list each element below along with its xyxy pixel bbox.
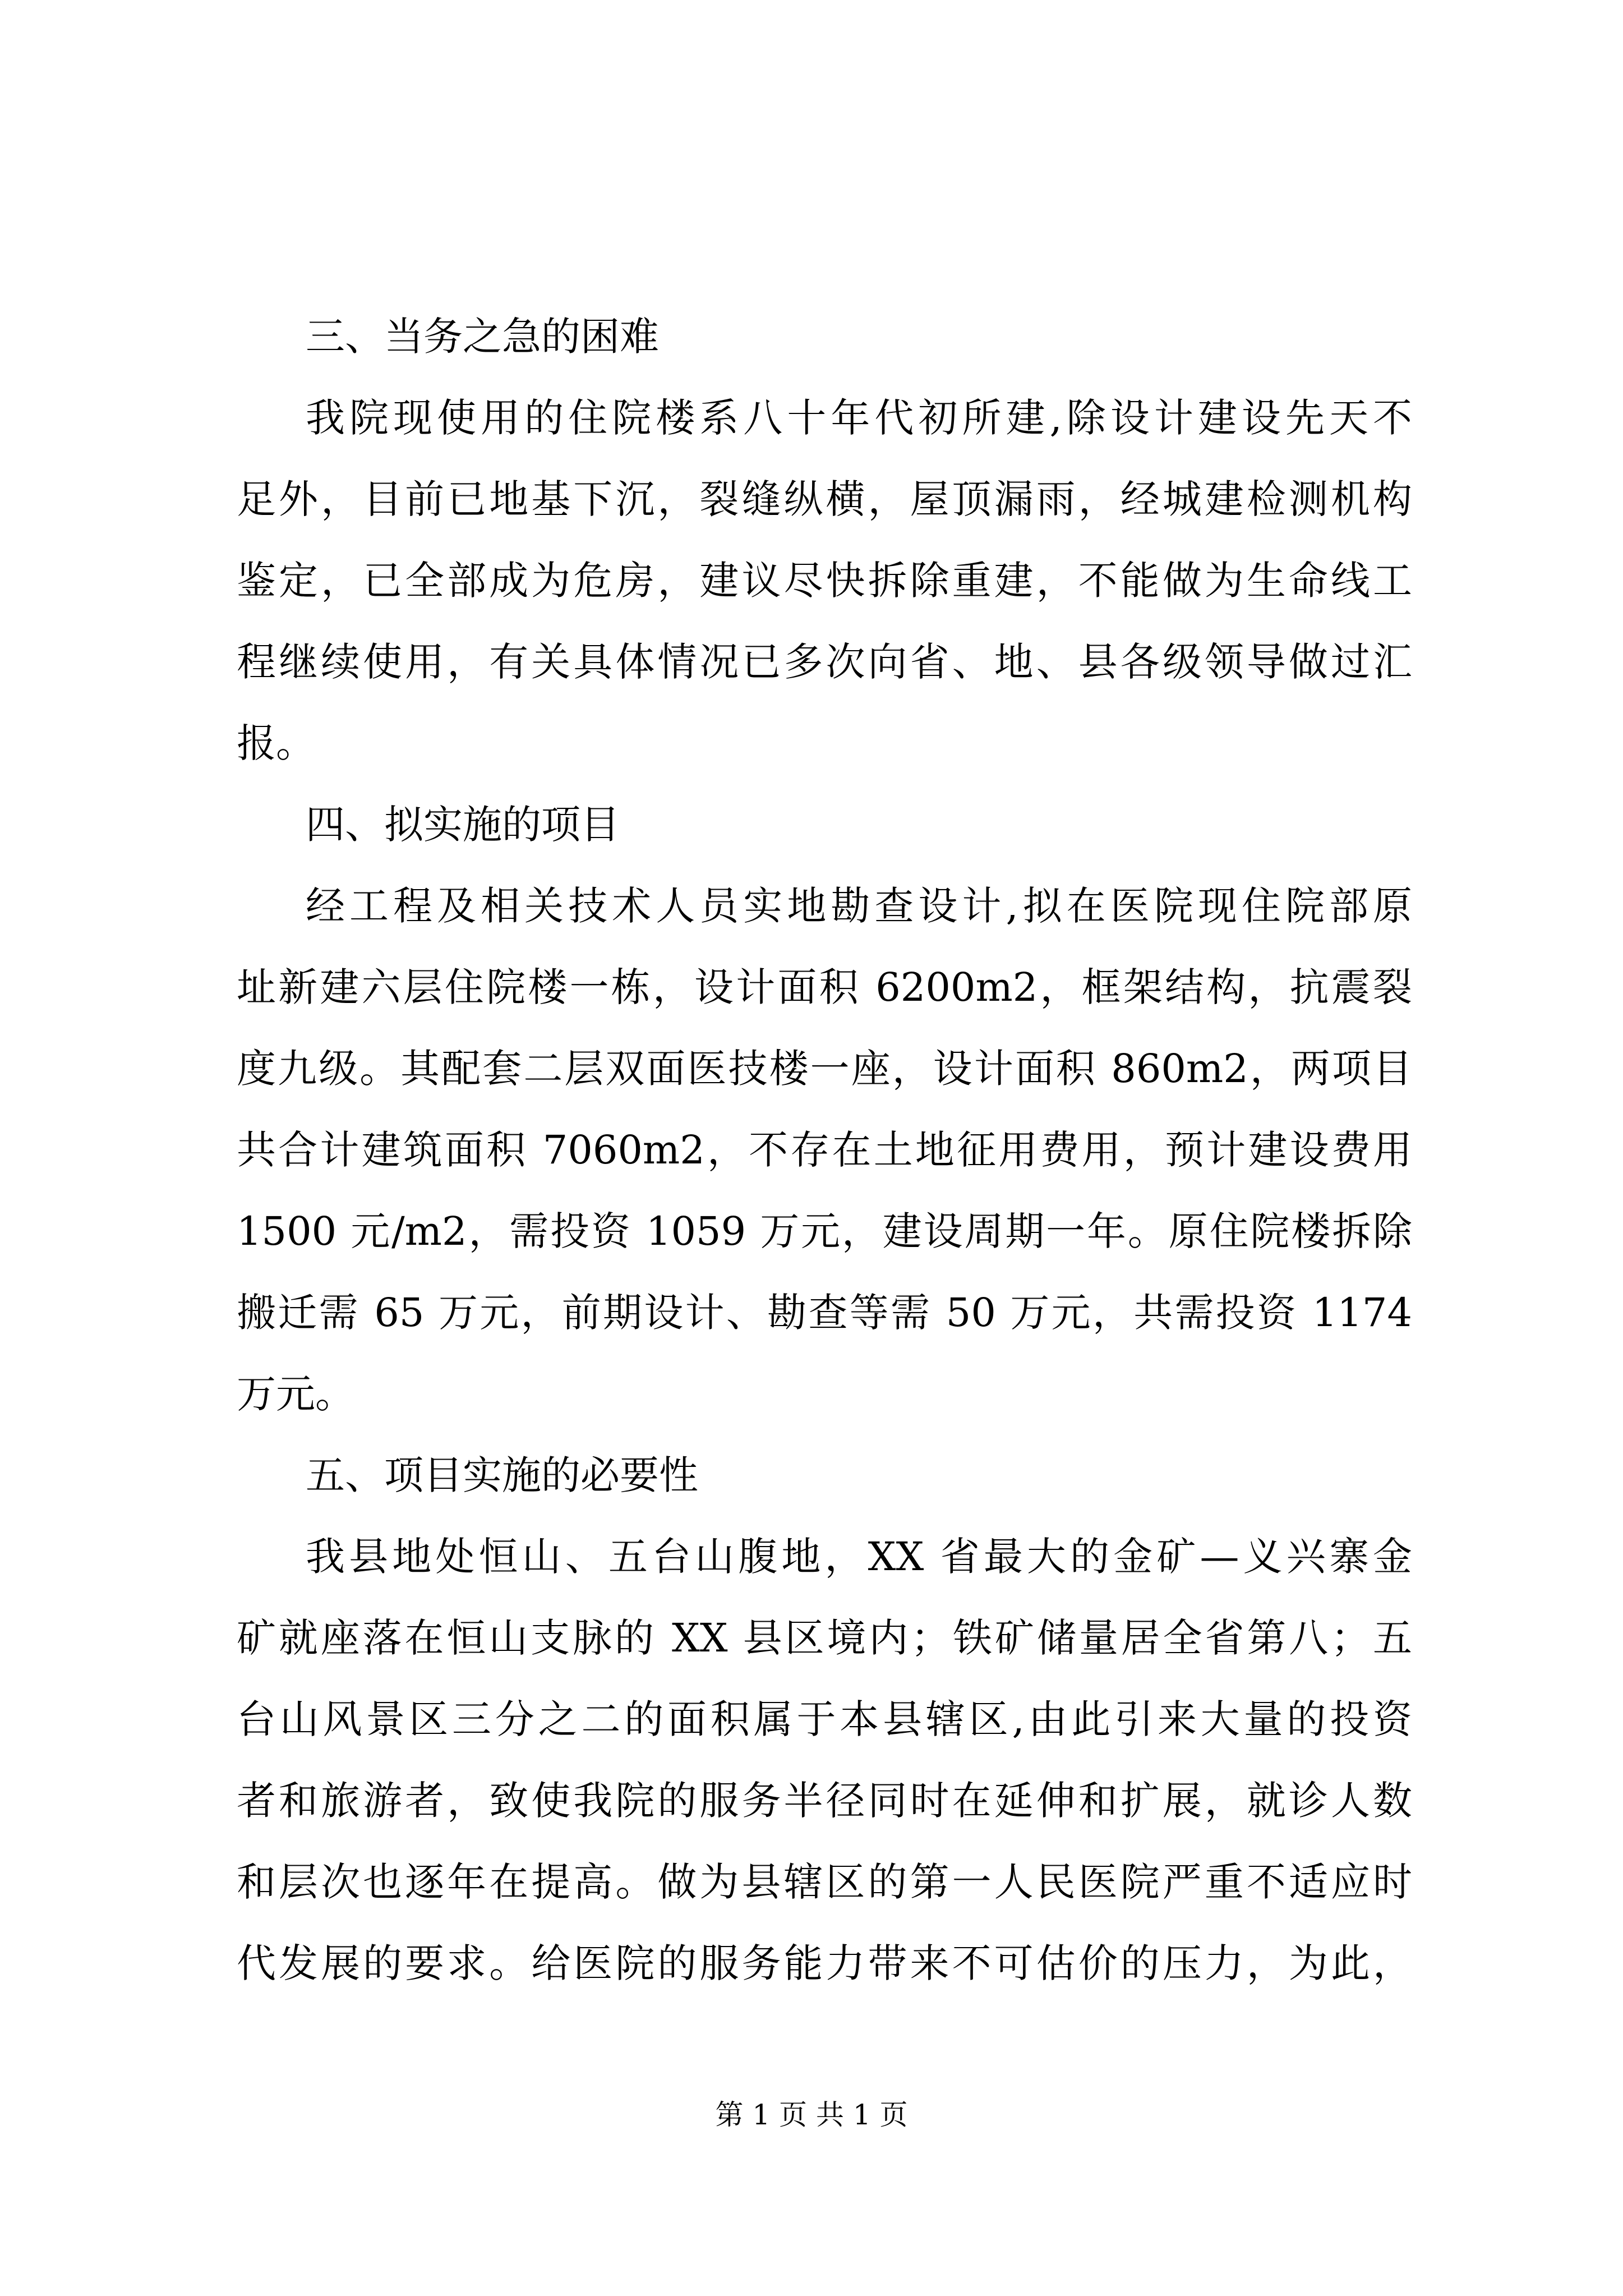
paragraph-line: 万元。 [237, 1371, 354, 1417]
paragraph-line: 报。 [237, 720, 315, 766]
paragraph-line: 共合计建筑面积 7060m2，不存在土地征用费用，预计建设费用 [237, 1127, 1412, 1173]
paragraph-line: 矿就座落在恒山支脉的 XX 县区境内；铁矿储量居全省第八；五 [237, 1615, 1412, 1661]
paragraph-line: 鉴定，已全部成为危房，建议尽快拆除重建，不能做为生命线工 [237, 558, 1412, 604]
paragraph-line: 足外，目前已地基下沉，裂缝纵横，屋顶漏雨，经城建检测机构 [237, 476, 1412, 522]
section-heading: 五、项目实施的必要性 [306, 1452, 698, 1498]
paragraph-line: 度九级。其配套二层双面医技楼一座，设计面积 860m2，两项目 [237, 1046, 1412, 1092]
paragraph-line: 代发展的要求。给医院的服务能力带来不可估价的压力，为此， [237, 1940, 1412, 1986]
paragraph-line: 经工程及相关技术人员实地勘查设计,拟在医院现住院部原 [306, 883, 1412, 929]
section-heading: 三、当务之急的困难 [306, 314, 659, 360]
paragraph-line: 我县地处恒山、五台山腹地，XX 省最大的金矿—义兴寨金 [306, 1534, 1412, 1580]
paragraph-line: 程继续使用，有关具体情况已多次向省、地、县各级领导做过汇 [237, 639, 1412, 685]
paragraph-line: 和层次也逐年在提高。做为县辖区的第一人民医院严重不适应时 [237, 1859, 1412, 1905]
section-heading: 四、拟实施的项目 [306, 802, 620, 848]
paragraph-line: 者和旅游者，致使我院的服务半径同时在延伸和扩展，就诊人数 [237, 1778, 1412, 1824]
paragraph-line: 搬迁需 65 万元，前期设计、勘查等需 50 万元，共需投资 1174 [237, 1290, 1412, 1336]
paragraph-line: 台山风景区三分之二的面积属于本县辖区,由此引来大量的投资 [237, 1696, 1412, 1742]
paragraph-line: 址新建六层住院楼一栋，设计面积 6200m2，框架结构，抗震裂 [237, 964, 1412, 1010]
page-footer: 第 1 页 共 1 页 [715, 2099, 908, 2131]
paragraph-line: 1500 元/m2，需投资 1059 万元，建设周期一年。原住院楼拆除 [237, 1208, 1412, 1254]
paragraph-line: 我院现使用的住院楼系八十年代初所建,除设计建设先天不 [306, 395, 1412, 441]
